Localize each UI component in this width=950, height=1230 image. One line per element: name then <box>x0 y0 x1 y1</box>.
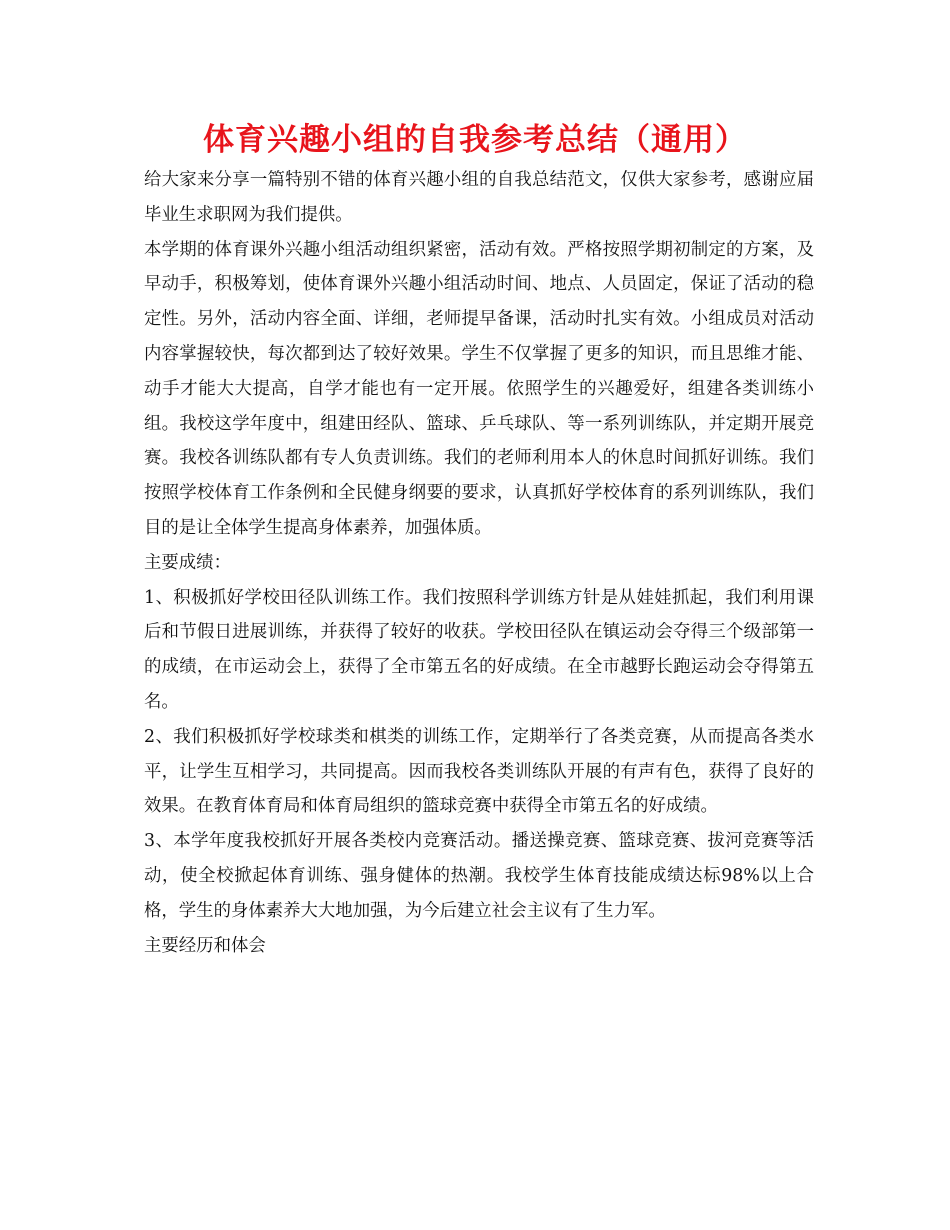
achievement-item-3: 3、本学年度我校抓好开展各类校内竞赛活动。播送操竞赛、篮球竞赛、拔河竞赛等活动，使全校掀起体育训练、强身健体的热潮。我校学生体育技能成绩达标98%以上合格，学生的身体素养大大地加强，为今后建立社会主议有了生力军。 <box>144 831 814 921</box>
activity-summary-paragraph: 本学期的体育课外兴趣小组活动组织紧密，活动有效。严格按照学期初制定的方案，及早动手，积极筹划，使体育课外兴趣小组活动时间、地点、人员固定，保证了活动的稳定性。另外，活动内容全面、详细，老师提早备课，活动时扎实有效。小组成员对活动内容掌握较快，每次都到达了较好效果。学生不仅掌握了更多的知识，而且思维才能、动手才能大大提高，自学才能也有一定开展。依照学生的兴趣爱好，组建各类训练小组。我校这学年度中，组建田经队、篮球、乒乓球队、等一系列训练队，并定期开展竞赛。我校各训练队都有专人负责训练。我们的老师利用本人的休息时间抓好训练。我们按照学校体育工作条例和全民健身纲要的要求，认真抓好学校体育的系列训练队，我们目的是让全体学生提高身体素养，加强体质。 <box>144 239 814 538</box>
intro-paragraph: 给大家来分享一篇特别不错的体育兴趣小组的自我总结范文，仅供大家参考，感谢应届毕业生求职网为我们提供。 <box>144 170 814 225</box>
document-title: 体育兴趣小组的自我参考总结（通用） <box>203 122 747 158</box>
achievement-item-2: 2、我们积极抓好学校球类和棋类的训练工作，定期举行了各类竞赛，从而提高各类水平，让学生互相学习，共同提高。因而我校各类训练队开展的有声有色，获得了良好的效果。在教育体育局和体育局组织的篮球竞赛中获得全市第五名的好成绩。 <box>144 726 814 817</box>
achievement-item-1: 1、积极抓好学校田径队训练工作。我们按照科学训练方针是从娃娃抓起，我们利用课后和节假日进展训练，并获得了较好的收获。学校田径队在镇运动会夺得三个级部第一的成绩，在市运动会上，获得了全市第五名的好成绩。在全市越野长跑运动会夺得第五名。 <box>144 587 814 712</box>
experience-heading: 主要经历和体会 <box>144 935 266 956</box>
document-body <box>144 163 814 963</box>
achievements-heading: 主要成绩： <box>144 552 231 573</box>
